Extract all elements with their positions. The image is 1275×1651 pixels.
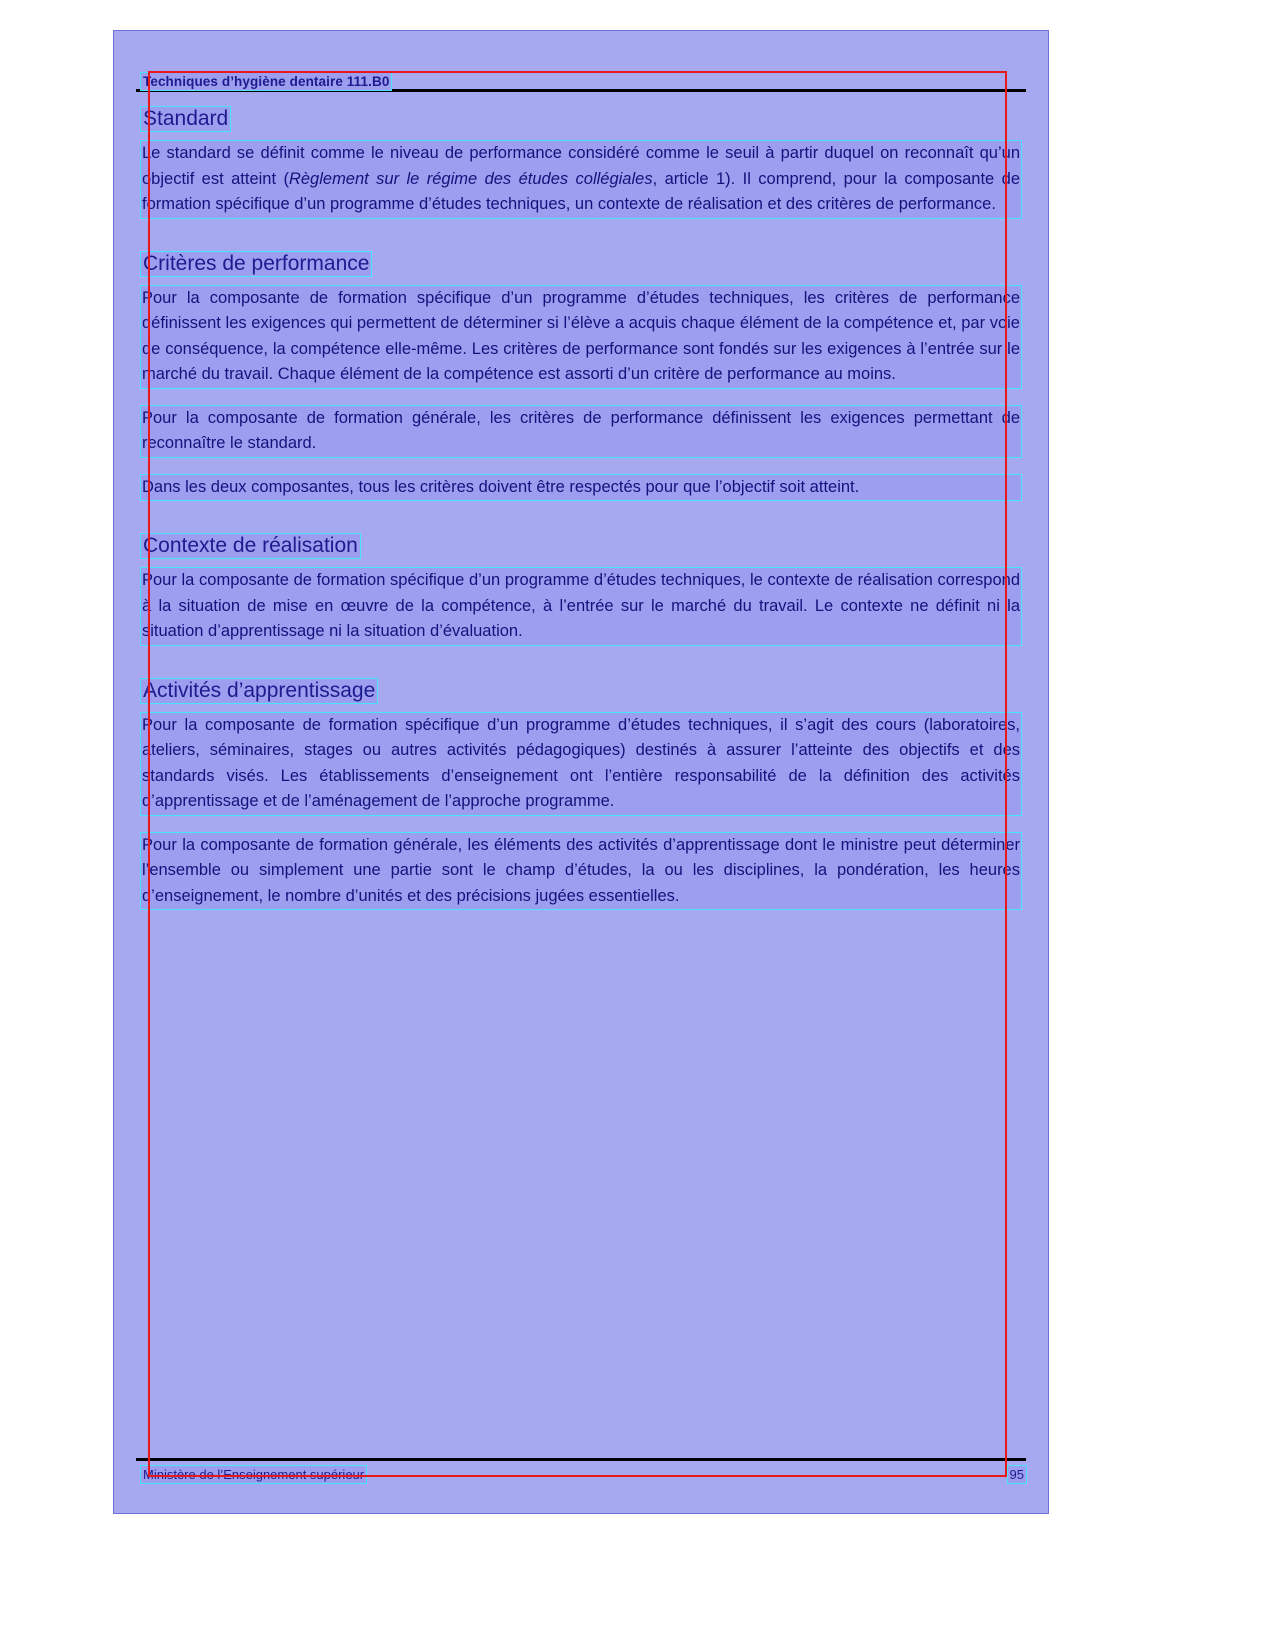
paragraph	[141, 141, 1021, 218]
section-heading: Critères de performance	[143, 251, 370, 275]
section-heading: Standard	[143, 107, 229, 130]
section-heading: Contexte de réalisation	[143, 534, 358, 557]
text-run: , article 1). Il comprend, pour la composante de formation spécifique d’un programme d’études techniques, un contexte de réalisation et des critères de performance.	[142, 169, 1020, 213]
paragraph	[141, 713, 1021, 815]
text-run: Pour la composante de formation générale, les critères de performance définissent les exigences permettant de reconnaître le standard.	[142, 408, 1020, 452]
document-section	[141, 679, 1021, 910]
text-run: Pour la composante de formation spécifique d’un programme d’études techniques, il s’agit des cours (laboratoires, ateliers, séminaires, stages ou autres activités pédagogiques) destinés à assurer l’atteinte des objectifs et des standards visés. Les établissements d’enseignement ont l’entière responsabilité de la définition des activités d’apprentissage et de l’aménagement de l’approche programme.	[142, 715, 1020, 810]
paragraph	[141, 833, 1021, 910]
page-number: 95	[1009, 1467, 1024, 1482]
paragraph	[141, 568, 1021, 645]
footer-ministry-label: Ministère de l’Enseignement supérieur	[143, 1467, 365, 1482]
document-body	[141, 71, 1021, 909]
document-section	[141, 107, 1021, 218]
text-run: Pour la composante de formation générale, les éléments des activités d’apprentissage dont le ministre peut déterminer l’ensemble ou simplement une partie sont le champ d’études, la ou les disciplines, la pondération, les heures d’enseignement, le nombre d’unités et des précisions jugées essentielles.	[142, 835, 1020, 905]
section-heading: Activités d’apprentissage	[143, 678, 376, 702]
document-section	[141, 252, 1021, 501]
document-page	[113, 30, 1049, 1514]
italic-run: Règlement sur le régime des études collégiales	[288, 169, 653, 188]
paragraph	[141, 406, 1021, 457]
text-run: Dans les deux composantes, tous les critères doivent être respectés pour que l’objectif soit atteint.	[142, 477, 860, 496]
footer-rule	[136, 1458, 1026, 1461]
text-run: Le standard se définit comme le niveau de performance considéré comme le seuil à partir duquel on reconnaît qu’un objectif est atteint (	[142, 144, 1020, 188]
running-head: Techniques d’hygiène dentaire 111.B0	[143, 74, 390, 89]
paragraph	[141, 475, 1021, 501]
text-run: Pour la composante de formation spécifique d’un programme d’études techniques, le contexte de réalisation correspond à la situation de mise en œuvre de la compétence, à l’entrée sur le marché du travail. Le contexte ne définit ni la situation d’apprentissage ni la situation d’évaluation.	[142, 571, 1020, 640]
document-section	[141, 534, 1021, 645]
text-run: Pour la composante de formation spécifique d’un programme d’études techniques, les critères de performance définissent les exigences qui permettent de déterminer si l’élève a acquis chaque élément de la compétence et, par voie de conséquence, la compétence elle-même. Les critères de performance sont fondés sur les exigences à l’entrée sur le marché du travail. Chaque élément de la compétence est assorti d’un critère de performance au moins.	[142, 288, 1020, 383]
paragraph	[141, 286, 1021, 388]
